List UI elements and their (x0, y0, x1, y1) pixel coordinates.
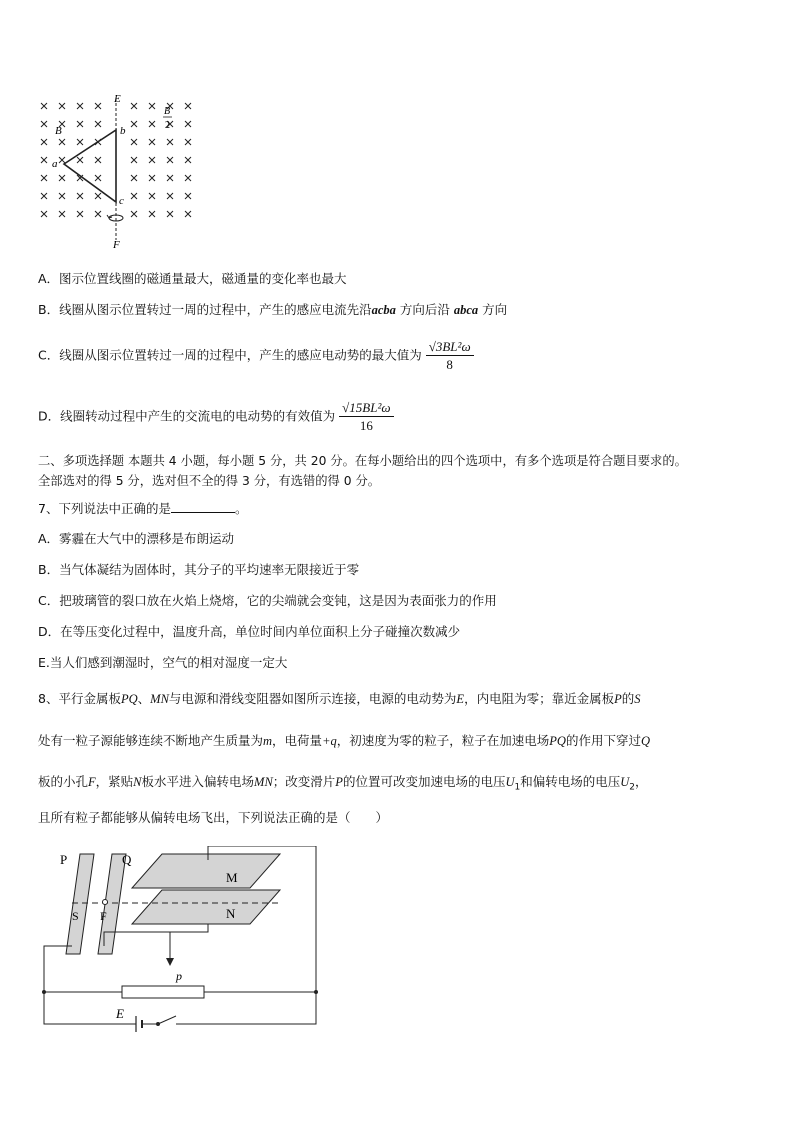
field-cross (41, 121, 47, 127)
plate-N (132, 890, 280, 924)
field-cross (149, 139, 155, 145)
plate-P (66, 854, 94, 954)
q8-var-P: P (614, 692, 622, 706)
section2-line2: 全部选对的得 5 分，选对但不全的得 3 分，有选错的得 0 分。 (38, 474, 381, 488)
field-cross (95, 211, 101, 217)
q6-c-numerator: √3BL²ω (426, 338, 474, 356)
q6-option-c (38, 338, 474, 373)
label-F: F (113, 239, 120, 251)
q8-text: ， (635, 774, 648, 789)
field-cross (131, 121, 137, 127)
field-cross (167, 175, 173, 181)
q6-c-fraction (426, 338, 474, 373)
q7-option-a: A．雾霾在大气中的漂移是布朗运动 (38, 531, 235, 546)
q6-c-text: C．线圈从图示位置转过一周的过程中，产生的感应电动势的最大值为 (38, 347, 422, 363)
section2-line1: 二、多项选择题 本题共 4 小题，每小题 5 分，共 20 分。在每小题给出的四个选项中，有多个选项是符合题目要求的。 (38, 454, 687, 468)
field-cross (167, 157, 173, 163)
field-cross (167, 193, 173, 199)
q8-var-PQ: PQ (549, 734, 566, 748)
q6-c-denominator: 8 (446, 357, 453, 372)
label-B2-num: B (164, 106, 171, 117)
triangle-coil (64, 130, 116, 202)
q8-sub-1: 1 (514, 782, 521, 793)
label-b: b (120, 125, 126, 137)
field-cross (185, 121, 191, 127)
q8-text: ，电荷量 (272, 733, 323, 748)
field-cross (77, 121, 83, 127)
q8-text: 板的小孔 (38, 774, 89, 789)
field-cross (131, 175, 137, 181)
label-N: N (226, 906, 236, 921)
field-cross (59, 175, 65, 181)
field-cross (149, 103, 155, 109)
field-cross (185, 211, 191, 217)
field-cross (59, 103, 65, 109)
label-E: E (116, 1006, 124, 1021)
q8-var-P: P (335, 775, 343, 789)
field-cross (41, 193, 47, 199)
field-cross (59, 157, 65, 163)
q6-d-text: D．线圈转动过程中产生的交流电的电动势的有效值为 (38, 408, 336, 424)
field-cross (41, 175, 47, 181)
q6-option-d (38, 399, 394, 434)
q7-option-c: C．把玻璃管的裂口放在火焰上烧熔，它的尖端就会变钝，这是因为表面张力的作用 (38, 593, 497, 608)
q7-option-d: D．在等压变化过程中，温度升高，单位时间内单位面积上分子碰撞次数减少 (38, 624, 461, 639)
q8-sub-2: 2 (629, 782, 635, 793)
field-cross (77, 211, 83, 217)
field-cross (41, 103, 47, 109)
q6-option-b (38, 302, 507, 318)
q8-var-MN: MN (150, 692, 169, 706)
field-cross (95, 103, 101, 109)
q6-b-suffix: 方向 (482, 302, 508, 317)
field-cross (95, 175, 101, 181)
q8-text: ，紧贴 (95, 774, 134, 789)
field-cross (185, 139, 191, 145)
q8-text: 的作用下穿过 (565, 733, 641, 748)
q7-option-b: B．当气体凝结为固体时，其分子的平均速率无限接近于零 (38, 562, 360, 577)
q8-var-S: S (634, 692, 641, 706)
q8-text: 的 (621, 691, 635, 706)
field-cross (185, 193, 191, 199)
field-cross (167, 211, 173, 217)
hole-F (103, 900, 108, 905)
q6-b-abca: abca (453, 303, 479, 317)
field-cross (131, 211, 137, 217)
wire-n-bottom (104, 924, 208, 946)
q8-text: 处有一粒子源能够连续不断地产生质量为 (38, 733, 264, 748)
label-c: c (119, 195, 124, 207)
field-cross (185, 175, 191, 181)
field-cross (149, 121, 155, 127)
q8-text: 与电源和滑线变阻器如图所示连接，电源的电动势为 (168, 691, 457, 706)
plate-Q (98, 854, 126, 954)
q6-b-mid: 方向后沿 (399, 302, 450, 317)
q6-d-numerator: √15BL²ω (339, 399, 393, 417)
field-cross (95, 157, 101, 163)
q8-line3 (38, 774, 648, 796)
field-cross (41, 211, 47, 217)
label-S: S (72, 909, 79, 923)
q8-var-U1: U (505, 775, 515, 789)
field-cross (185, 103, 191, 109)
magnetic-field-figure (36, 92, 196, 252)
field-cross (95, 121, 101, 127)
circuit-figure (36, 846, 326, 1036)
q8-text: 8、平行金属板 (38, 691, 121, 706)
q7-stem-text: 7、下列说法中正确的是 (38, 501, 171, 516)
q8-var-F: F (88, 775, 96, 789)
slider-arrow (166, 958, 174, 966)
field-cross (149, 175, 155, 181)
label-E: E (114, 93, 121, 105)
field-cross (149, 193, 155, 199)
field-cross (131, 157, 137, 163)
q6-d-fraction (339, 399, 393, 434)
field-cross (167, 139, 173, 145)
q8-var-E: E (456, 692, 465, 706)
q7-option-e: E.当人们感到潮湿时，空气的相对湿度一定大 (38, 655, 288, 670)
q8-var-Q: Q (640, 734, 650, 748)
field-cross (131, 193, 137, 199)
q8-text: 的位置可改变加速电场的电压 (342, 774, 506, 789)
q6-option-a: A．图示位置线圈的磁通量最大，磁通量的变化率也最大 (38, 271, 347, 286)
label-B2-den: 2 (165, 120, 170, 131)
label-P: P (60, 852, 68, 867)
q8-var-U2: U (620, 775, 630, 789)
field-cross (41, 139, 47, 145)
label-a: a (52, 158, 58, 170)
q8-text: ；改变滑片 (272, 774, 336, 789)
label-Q: Q (122, 852, 132, 867)
q8-line4: 且所有粒子都能够从偏转电场飞出，下列说法正确的是（ ） (38, 810, 389, 825)
answer-blank (171, 500, 235, 513)
q6-b-prefix: B．线圈从图示位置转过一周的过程中，产生的感应电流先沿 (38, 302, 372, 317)
field-cross (77, 103, 83, 109)
field-cross (59, 193, 65, 199)
q8-line1 (38, 691, 640, 707)
label-p: p (176, 969, 182, 983)
switch (158, 1016, 176, 1024)
q7-stem (38, 500, 247, 517)
label-M: M (226, 870, 238, 885)
field-cross (131, 139, 137, 145)
q8-var-N: N (133, 775, 142, 789)
q7-stem-end: 。 (234, 501, 248, 516)
field-cross (95, 193, 101, 199)
q8-text: ，内电阻为零；靠近金属板 (464, 691, 615, 706)
q8-text: 、 (137, 691, 151, 706)
q6-b-acba: acba (371, 303, 396, 317)
field-cross (131, 103, 137, 109)
q8-var-q: +q (322, 734, 337, 748)
q8-var-m: m (263, 734, 273, 748)
field-cross (77, 157, 83, 163)
field-cross (77, 139, 83, 145)
q8-var-MN: MN (254, 775, 273, 789)
rheostat (122, 986, 204, 998)
field-cross (149, 157, 155, 163)
q8-text: ，初速度为零的粒子，粒子在加速电场 (336, 733, 550, 748)
q6-d-denominator: 16 (359, 418, 373, 433)
q8-line2 (38, 733, 650, 749)
plate-M (132, 854, 280, 888)
label-B: B (55, 125, 62, 137)
q8-text: 板水平进入偏转电场 (141, 774, 255, 789)
field-cross (185, 157, 191, 163)
field-cross (59, 139, 65, 145)
field-cross (77, 193, 83, 199)
label-F: F (100, 909, 107, 923)
q8-text: 和偏转电场的电压 (520, 774, 621, 789)
field-cross (41, 157, 47, 163)
field-cross (149, 211, 155, 217)
field-cross (59, 211, 65, 217)
q8-var-PQ: PQ (120, 692, 138, 706)
